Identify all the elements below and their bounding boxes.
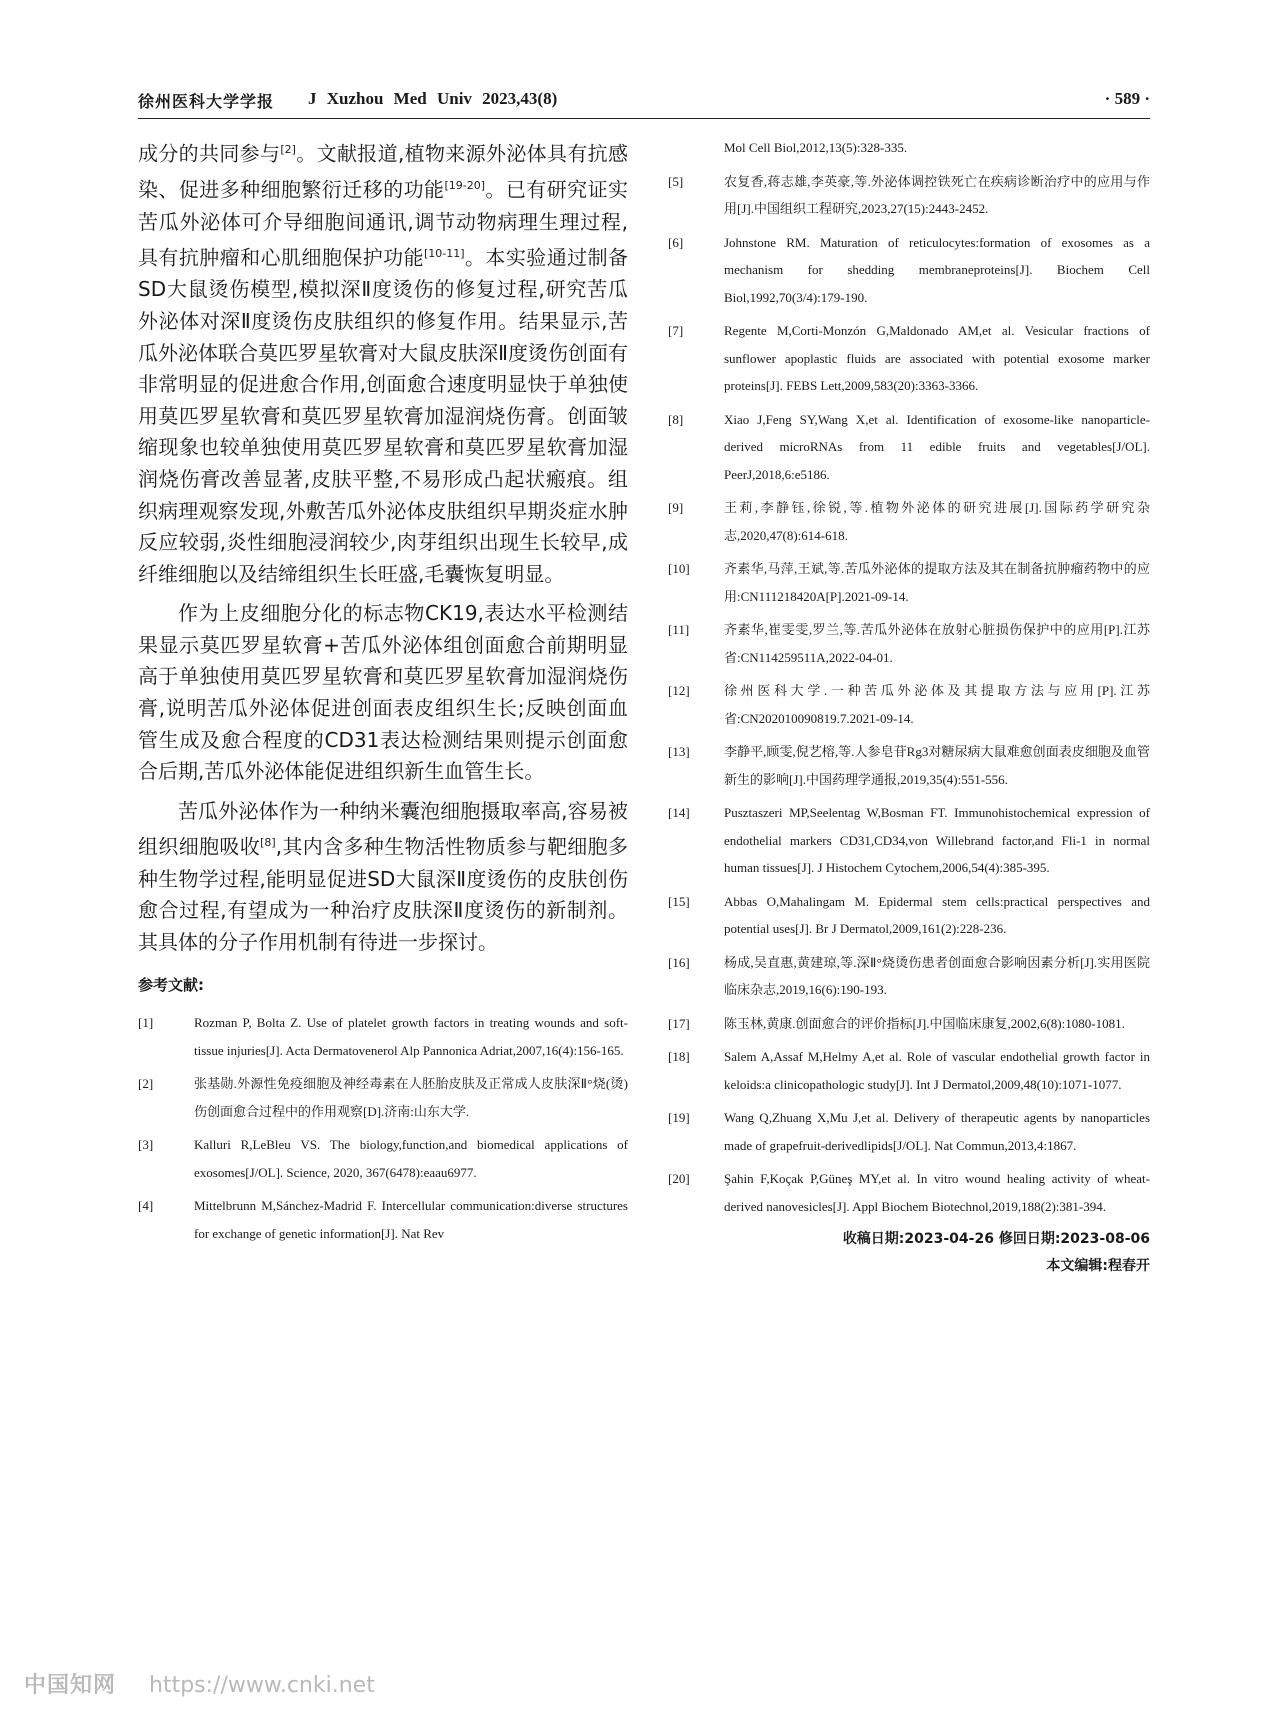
reference-item: [3] Kalluri R,LeBleu VS. The biology,function,and biomedical applications of exosomes[J/OL]. Science, 2020, 367(6478):eaau6977.	[138, 1131, 628, 1186]
reference-number: [14]	[668, 805, 690, 820]
reference-item: [14] Pusztaszeri MP,Seelentag W,Bosman FT. Immunohistochemical expression of endothelial markers CD31,CD34,von Willebrand factor,and Fli-1 in normal human tissues[J]. J Histochem Cytochem,2006,54(4):385-395.	[668, 799, 1150, 882]
reference-item: [13] 李静平,顾雯,倪艺榕,等.人参皂苷Rg3对糖尿病大鼠难愈创面表皮细胞及血管新生的影响[J].中国药理学通报,2019,35(4):551-556.	[668, 738, 1150, 793]
reference-number: [2]	[138, 1076, 154, 1092]
reference-item: [12] 徐州医科大学.一种苦瓜外泌体及其提取方法与应用[P].江苏省:CN202010090819.7.2021-09-14.	[668, 677, 1150, 732]
right-column	[668, 134, 1150, 1280]
citation[interactable]: [19-20]	[444, 179, 485, 193]
reference-number: [9]	[668, 500, 684, 515]
body-paragraph: 成分的共同参与[2]。文献报道,植物来源外泌体具有抗感染、促进多种细胞繁衍迁移的功能[19-20]。已有研究证实苦瓜外泌体可介导细胞间通讯,调节动物病理生理过程,具有抗肿瘤和心肌细胞保护功能[10-11]。本实验通过制备SD大鼠烫伤模型,模拟深Ⅱ度烫伤的修复过程,研究苦瓜外泌体对深Ⅱ度烫伤皮肤组织的修复作用。结果显示,苦瓜外泌体联合莫匹罗星软膏对大鼠皮肤深Ⅱ度烫伤创面有非常明显的促进愈合作用,创面愈合速度明显快于单独使用莫匹罗星软膏和莫匹罗星软膏加湿润烧伤膏。创面皱缩现象也较单独使用莫匹罗星软膏和莫匹罗星软膏加湿润烧伤膏改善显著,皮肤平整,不易形成凸起状瘢痕。组织病理观察发现,外敷苦瓜外泌体皮肤组织早期炎症水肿反应较弱,炎性细胞浸润较少,肉芽组织出现生长较早,成纤维细胞以及结缔组织生长旺盛,毛囊恢复明显。	[138, 141, 629, 586]
citation[interactable]: [8]	[260, 836, 276, 850]
citation[interactable]: [2]	[280, 143, 296, 156]
reference-number: [20]	[668, 1171, 690, 1186]
editor-credit: 本文编辑:程春开	[1046, 1258, 1150, 1274]
reference-number: [1]	[138, 1015, 154, 1031]
reference-number: [8]	[668, 411, 684, 427]
reference-number: [7]	[668, 323, 684, 338]
reference-list-left	[138, 1009, 628, 1247]
reference-number: [16]	[668, 954, 690, 970]
reference-number: [13]	[668, 744, 690, 759]
reference-item: [19] Wang Q,Zhuang X,Mu J,et al. Delivery of therapeutic agents by nanoparticles made of grapefruit-derivedlipids[J/OL]. Nat Commun,2013,4:1867.	[668, 1104, 1150, 1159]
reference-item: [7] Regente M,Corti-Monzón G,Maldonado AM,et al. Vesicular fractions of sunflower apoplastic fluids are associated with potential exosome marker proteins[J]. FEBS Lett,2009,583(20):3363-3366.	[668, 317, 1150, 400]
reference-item: [16] 杨成,吴直惠,黄建琼,等.深Ⅱ°烧烫伤患者创面愈合影响因素分析[J].实用医院临床杂志,2019,16(6):190-193.	[668, 949, 1150, 1004]
reference-item: [4] Mittelbrunn M,Sánchez-Madrid F. Intercellular communication:diverse structures for exchange of genetic information[J]. Nat Rev	[138, 1192, 628, 1247]
received-revised-dates: 收稿日期:2023-04-26 修回日期:2023-08-06	[842, 1231, 1150, 1247]
body-paragraph: 苦瓜外泌体作为一种纳米囊泡细胞摄取率高,容易被组织细胞吸收[8],其内含多种生物活性物质参与靶细胞多种生物学过程,能明显促进SD大鼠深Ⅱ度烫伤的皮肤创伤愈合过程,有望成为一种治疗皮肤深Ⅱ度烫伤的新制剂。其具体的分子作用机制有待进一步探讨。	[138, 798, 629, 954]
reference-number: [10]	[668, 561, 690, 576]
running-header	[138, 86, 1150, 119]
cnki-url[interactable]: https://www.cnki.net	[149, 1673, 375, 1698]
journal-citation: J Xuzhou Med Univ 2023,43(8)	[308, 89, 558, 108]
reference-number: [3]	[138, 1137, 154, 1153]
reference-number: [15]	[668, 893, 690, 909]
reference-number: [6]	[668, 234, 684, 250]
page-number: · 589 ·	[1104, 89, 1150, 108]
reference-number: [18]	[668, 1049, 690, 1064]
journal-name-cn: 徐州医科大学学报	[138, 92, 275, 111]
reference-item: [20] Şahin F,Koçak P,Güneş MY,et al. In vitro wound healing activity of wheat-derived nanovesicles[J]. Appl Biochem Biotechnol,2019,188(2):381-394.	[668, 1165, 1150, 1220]
reference-item: [9] 王莉,李静钰,徐锐,等.植物外泌体的研究进展[J].国际药学研究杂志,2020,47(8):614-618.	[668, 494, 1150, 549]
reference-item: [15] Abbas O,Mahalingam M. Epidermal stem cells:practical perspectives and potential uses[J]. Br J Dermatol,2009,161(2):228-236.	[668, 888, 1150, 943]
cnki-watermark	[24, 1668, 375, 1699]
cnki-logo: 中国知网	[24, 1673, 117, 1698]
reference-number: [19]	[668, 1110, 690, 1125]
body-paragraph: 作为上皮细胞分化的标志物CK19,表达水平检测结果显示莫匹罗星软膏+苦瓜外泌体组创面愈合前期明显高于单独使用莫匹罗星软膏和莫匹罗星软膏加湿润烧伤膏,说明苦瓜外泌体促进创面表皮组织生长;反映创面血管生成及愈合程度的CD31表达检测结果则提示创面愈合后期,苦瓜外泌体能促进组织新生血管生长。	[138, 601, 628, 784]
reference-number: [4]	[138, 1198, 154, 1214]
reference-number: [17]	[668, 1015, 690, 1031]
reference-item: [6] Johnstone RM. Maturation of reticulocytes:formation of exosomes as a mechanism for shedding membraneproteins[J]. Biochem Cell Biol,1992,70(3/4):179-190.	[668, 229, 1150, 312]
reference-item: [8] Xiao J,Feng SY,Wang X,et al. Identification of exosome-like nanoparticle-derived microRNAs from 11 edible fruits and vegetables[J/OL]. PeerJ,2018,6:e5186.	[668, 406, 1150, 489]
reference-number: [5]	[668, 173, 684, 189]
reference-item: [11] 齐素华,崔雯雯,罗兰,等.苦瓜外泌体在放射心脏损伤保护中的应用[P].江苏省:CN114259511A,2022-04-01.	[668, 616, 1150, 671]
reference-item: [17] 陈玉林,黄康.创面愈合的评价指标[J].中国临床康复,2002,6(8):1080-1081.	[668, 1010, 1150, 1038]
reference-item: [5] 农复香,蒋志雄,李英豪,等.外泌体调控铁死亡在疾病诊断治疗中的应用与作用[J].中国组织工程研究,2023,27(15):2443-2452.	[668, 168, 1150, 223]
reference-continuation: Mol Cell Biol,2012,13(5):328-335.	[724, 140, 908, 155]
reference-number: [12]	[668, 683, 690, 698]
reference-item: [10] 齐素华,马萍,王斌,等.苦瓜外泌体的提取方法及其在制备抗肿瘤药物中的应用:CN111218420A[P].2021-09-14.	[668, 555, 1150, 610]
references-heading: 参考文献:	[138, 976, 204, 995]
left-column	[138, 134, 628, 1253]
reference-item: [1] Rozman P, Bolta Z. Use of platelet growth factors in treating wounds and soft-tissue injuries[J]. Acta Dermatovenerol Alp Pannonica Adriat,2007,16(4):156-165.	[138, 1009, 628, 1064]
reference-item: [18] Salem A,Assaf M,Helmy A,et al. Role of vascular endothelial growth factor in keloids:a clinicopathologic study[J]. Int J Dermatol,2009,48(10):1071-1077.	[668, 1043, 1150, 1098]
citation[interactable]: [10-11]	[424, 247, 465, 261]
reference-item: [2] 张基勋.外源性免疫细胞及神经毒素在人胚胎皮肤及正常成人皮肤深Ⅱ°烧(烫)伤创面愈合过程中的作用观察[D].济南:山东大学.	[138, 1070, 628, 1125]
reference-number: [11]	[668, 622, 690, 637]
